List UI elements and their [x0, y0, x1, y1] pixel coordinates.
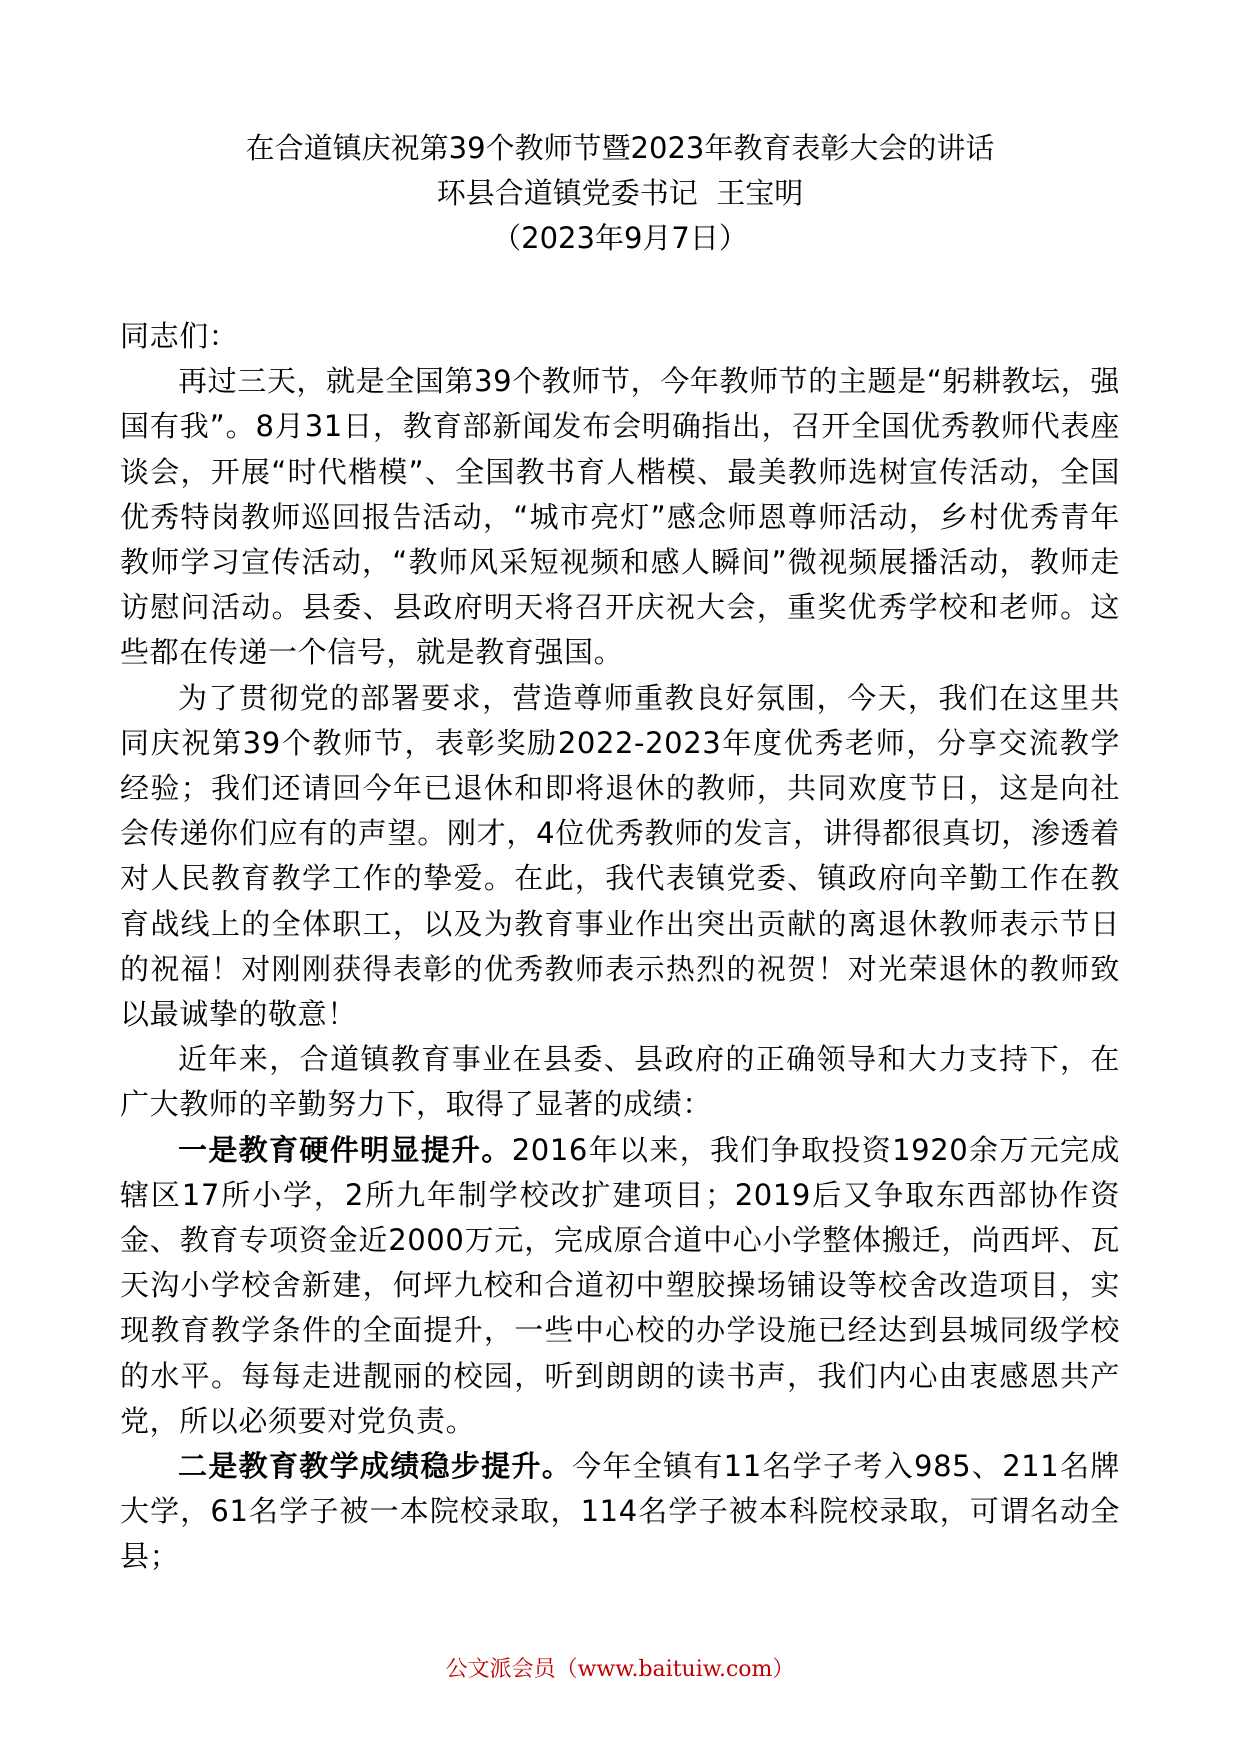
document-header: [0, 126, 1240, 261]
paragraph-4-text: 2016年以来，我们争取投资1920余万元完成辖区17所小学，2所九年制学校改扩建项目；2019后又争取东西部协作资金、教育专项资金近2000万元，完成原合道中心小学整体搬迁，尚西坪、瓦天沟小学校舍新建，何坪九校和合道初中塑胶操场铺设等校舍改造项目，实现教育教学条件的全面提升，一些中心校的办学设施已经达到县城同级学校的水平。每每走进靓丽的校园，听到朗朗的读书声，我们内心由衷感恩共产党，所以必须要对党负责。: [120, 1132, 1120, 1438]
paragraph-5: [120, 1444, 1120, 1580]
greeting: 同志们：: [120, 319, 239, 353]
paragraph-2: 为了贯彻党的部署要求，营造尊师重教良好氛围，今天，我们在这里共同庆祝第39个教师节，表彰奖励2022-2023年度优秀老师，分享交流教学经验；我们还请回今年已退休和即将退休的教师，共同欢度节日，这是向社会传递你们应有的声望。刚才，4位优秀教师的发言，讲得都很真切，渗透着对人民教育教学工作的挚爱。在此，我代表镇党委、镇政府向辛勤工作在教育战线上的全体职工，以及为教育事业作出突出贡献的离退休教师表示节日的祝福！对刚刚获得表彰的优秀教师表示热烈的祝贺！对光荣退休的教师致以最诚挚的敬意！: [120, 680, 1120, 1032]
document-title: 在合道镇庆祝第39个教师节暨2023年教育表彰大会的讲话: [245, 131, 995, 165]
paragraph-4-lead: 一是教育硬件明显提升。: [178, 1132, 512, 1167]
speech-date: （2023年9月7日）: [492, 221, 748, 255]
paragraph-4: [120, 1128, 1120, 1444]
speaker-line: 环县合道镇党委书记 王宝明: [436, 176, 804, 210]
paragraph-5-text: 今年全镇有11名学子考入985、211名牌大学，61名学子被一本院校录取，114名学子被本科院校录取，可谓名动全县；: [120, 1449, 1120, 1574]
watermark-footer: 公文派会员（www.baituiw.com）: [445, 1657, 795, 1682]
paragraph-5-lead: 二是教育教学成绩稳步提升。: [178, 1449, 573, 1484]
paragraph-3: 近年来，合道镇教育事业在县委、县政府的正确领导和大力支持下，在广大教师的辛勤努力下，取得了显著的成绩：: [120, 1042, 1120, 1122]
speech-body: [120, 314, 1120, 1580]
paragraph-1: 再过三天，就是全国第39个教师节，今年教师节的主题是“躬耕教坛，强国有我”。8月31日，教育部新闻发布会明确指出，召开全国优秀教师代表座谈会，开展“时代楷模”、全国教书育人楷模、最美教师选树宣传活动，全国优秀特岗教师巡回报告活动，“城市亮灯”感念师恩尊师活动，乡村优秀青年教师学习宣传活动，“教师风采短视频和感人瞬间”微视频展播活动，教师走访慰问活动。县委、县政府明天将召开庆祝大会，重奖优秀学校和老师。这些都在传递一个信号，就是教育强国。: [120, 364, 1120, 670]
